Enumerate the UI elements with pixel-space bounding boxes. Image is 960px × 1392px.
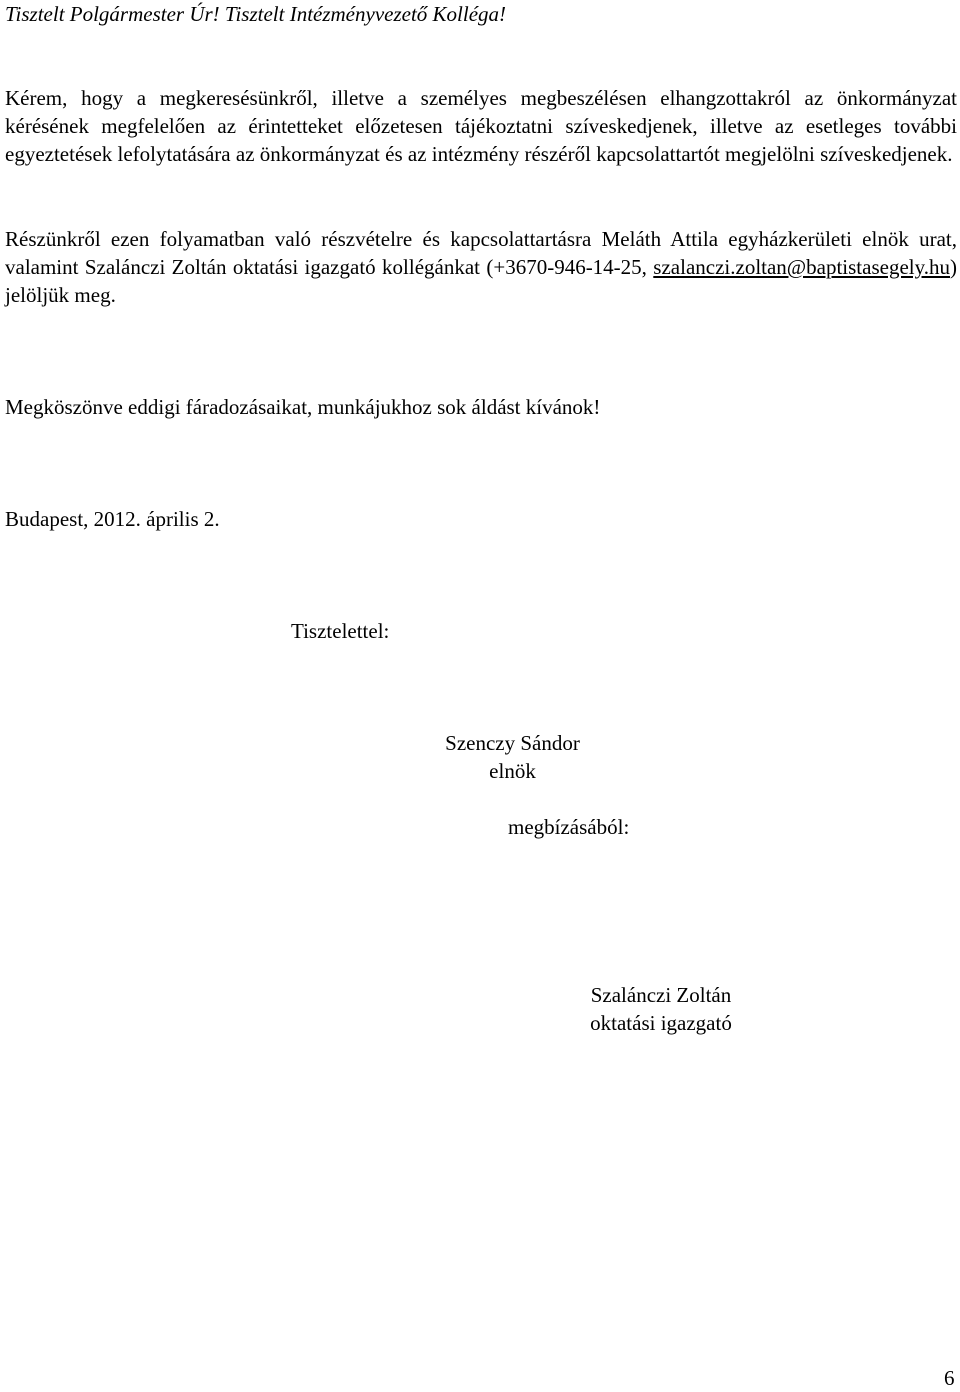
paragraph-contacts	[5, 225, 957, 309]
salutation-heading: Tisztelt Polgármester Úr! Tisztelt Intézményvezető Kolléga!	[5, 2, 507, 26]
signer-title: oktatási igazgató	[590, 1011, 732, 1035]
signature-block-director	[572, 981, 750, 1037]
email-link[interactable]: szalanczi.zoltan@baptistasegely.hu	[653, 255, 950, 279]
signer-title: elnök	[489, 759, 536, 783]
place-date: Budapest, 2012. április 2.	[5, 507, 220, 531]
signer-name: Szenczy Sándor	[445, 731, 580, 755]
paragraph-request: Kérem, hogy a megkeresésünkről, illetve a személyes megbeszélésen elhangzottakról az önkormányzat kérésének megfelelően az érintetteket előzetesen tájékoztatni szíveskedjenek, illetve az esetleges további egyeztetések lefolytatására az önkormányzat és az intézmény részéről kapcsolattartót megjelölni szíveskedjenek.	[5, 86, 957, 166]
page-number: 6	[944, 1366, 955, 1390]
signature-block-president	[430, 729, 595, 785]
on-behalf-label: megbízásából:	[508, 815, 630, 839]
contacts-text: Részünkről ezen folyamatban való részvételre és kapcsolattartásra Meláth Attila egyházkerületi elnök urat, valamint Szalánczi Zoltán oktatási igazgató kollégánkat (+3670-946-14-25,	[5, 227, 957, 279]
thanks-line: Megköszönve eddigi fáradozásaikat, munkájukhoz sok áldást kívánok!	[5, 395, 601, 419]
closing-line: Tisztelettel:	[291, 619, 390, 643]
signer-name: Szalánczi Zoltán	[590, 983, 732, 1007]
contacts-text-end: ) jelöljük meg.	[5, 255, 957, 307]
